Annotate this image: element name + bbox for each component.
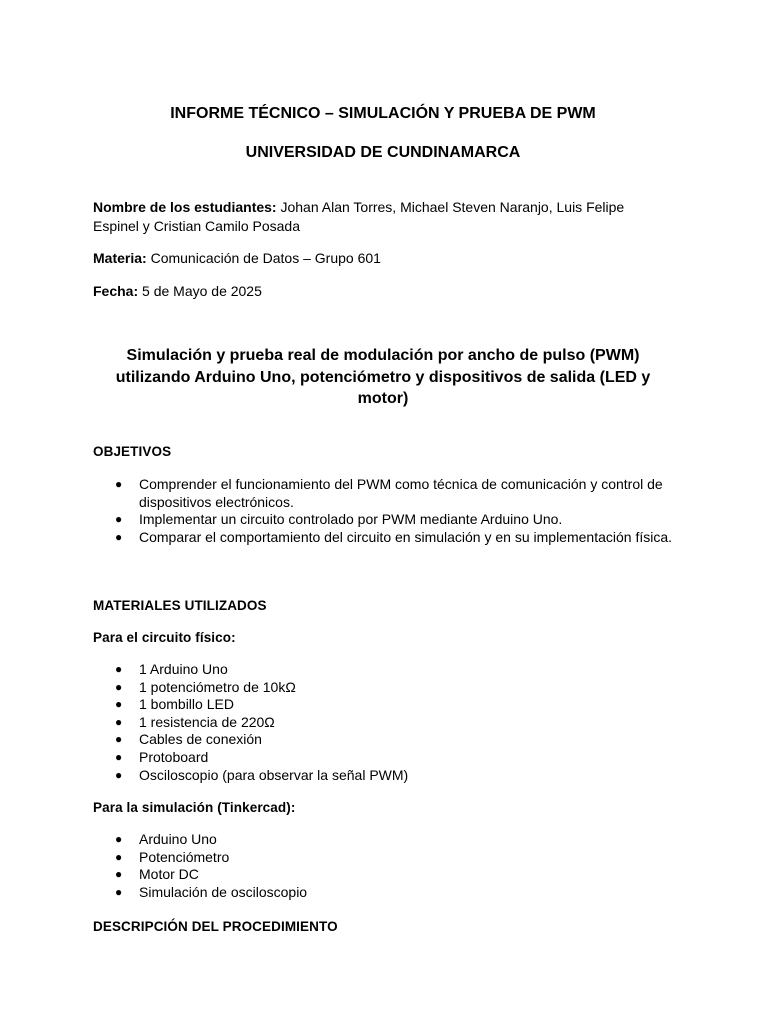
bullet-icon: ● (115, 832, 123, 846)
list-item-text: Potenciómetro (139, 848, 230, 865)
list-item (93, 529, 678, 547)
simulacion-list (93, 831, 678, 901)
list-item-text: 1 potenciómetro de 10kΩ (139, 678, 296, 695)
simulacion-heading: Para la simulación (Tinkercad): (93, 800, 296, 815)
fecha-line (93, 282, 673, 301)
fecha-label: Fecha: (93, 283, 139, 299)
university-name: UNIVERSIDAD DE CUNDINAMARCA (245, 144, 521, 161)
descripcion-heading: DESCRIPCIÓN DEL PROCEDIMIENTO (93, 919, 338, 934)
students-line (93, 198, 673, 236)
bullet-icon: ● (115, 529, 123, 544)
bullet-icon: ● (115, 512, 123, 527)
report-title: INFORME TÉCNICO – SIMULACIÓN Y PRUEBA DE PWM (170, 105, 596, 122)
fisico-list (93, 661, 678, 784)
main-title: Simulación y prueba real de modulación por ancho de pulso (PWM) utilizando Arduino Uno, potenciómetro y dispositivos de salida (LED y motor) (115, 347, 651, 407)
list-item-text: Motor DC (139, 866, 199, 883)
materia-line (93, 249, 673, 268)
bullet-icon: ● (115, 477, 123, 491)
list-item (93, 714, 678, 732)
bullet-icon: ● (115, 749, 123, 764)
list-item (93, 849, 678, 867)
list-item-text: Comprender el funcionamiento del PWM como técnica de comunicación y control de dispositivos electrónicos. (139, 476, 663, 510)
list-item (93, 696, 678, 714)
list-item (93, 661, 678, 679)
list-item-text: 1 resistencia de 220Ω (139, 713, 275, 730)
list-item-text: Arduino Uno (139, 831, 217, 847)
objetivos-list (93, 476, 678, 546)
bullet-icon: ● (115, 662, 123, 676)
fecha-value: 5 de Mayo de 2025 (138, 283, 262, 299)
list-item (93, 884, 678, 902)
list-item-text: Simulación de osciloscopio (139, 883, 308, 900)
students-label: Nombre de los estudiantes: (93, 199, 277, 215)
materiales-heading: MATERIALES UTILIZADOS (93, 598, 267, 613)
list-item (93, 866, 678, 884)
list-item-text: Cables de conexión (139, 731, 262, 748)
list-item (93, 679, 678, 697)
bullet-icon: ● (115, 714, 123, 729)
list-item (93, 831, 678, 849)
bullet-icon: ● (115, 849, 123, 864)
materia-label: Materia: (93, 250, 147, 266)
bullet-icon: ● (115, 732, 123, 747)
list-item (93, 767, 678, 785)
students-value: Johan Alan Torres, Michael Steven Naranjo, Luis Felipe Espinel y Cristian Camilo Posada (93, 199, 625, 234)
list-item (93, 476, 678, 511)
bullet-icon: ● (115, 767, 123, 782)
list-item-text: 1 Arduino Uno (139, 661, 228, 677)
list-item-text: Comparar el comportamiento del circuito en simulación y en su implementación física. (139, 528, 673, 545)
list-item-text: Protoboard (139, 748, 209, 765)
bullet-icon: ● (115, 679, 123, 694)
bullet-icon: ● (115, 884, 123, 899)
list-item-text: Osciloscopio (para observar la señal PWM) (139, 766, 409, 783)
list-item (93, 511, 678, 529)
list-item (93, 749, 678, 767)
list-item-text: 1 bombillo LED (139, 696, 234, 713)
bullet-icon: ● (115, 697, 123, 712)
list-item-text: Implementar un circuito controlado por PWM mediante Arduino Uno. (139, 511, 563, 528)
materia-value: Comunicación de Datos – Grupo 601 (146, 250, 381, 266)
bullet-icon: ● (115, 867, 123, 882)
objetivos-heading: OBJETIVOS (93, 444, 172, 459)
fisico-heading: Para el circuito físico: (93, 630, 236, 645)
list-item (93, 731, 678, 749)
